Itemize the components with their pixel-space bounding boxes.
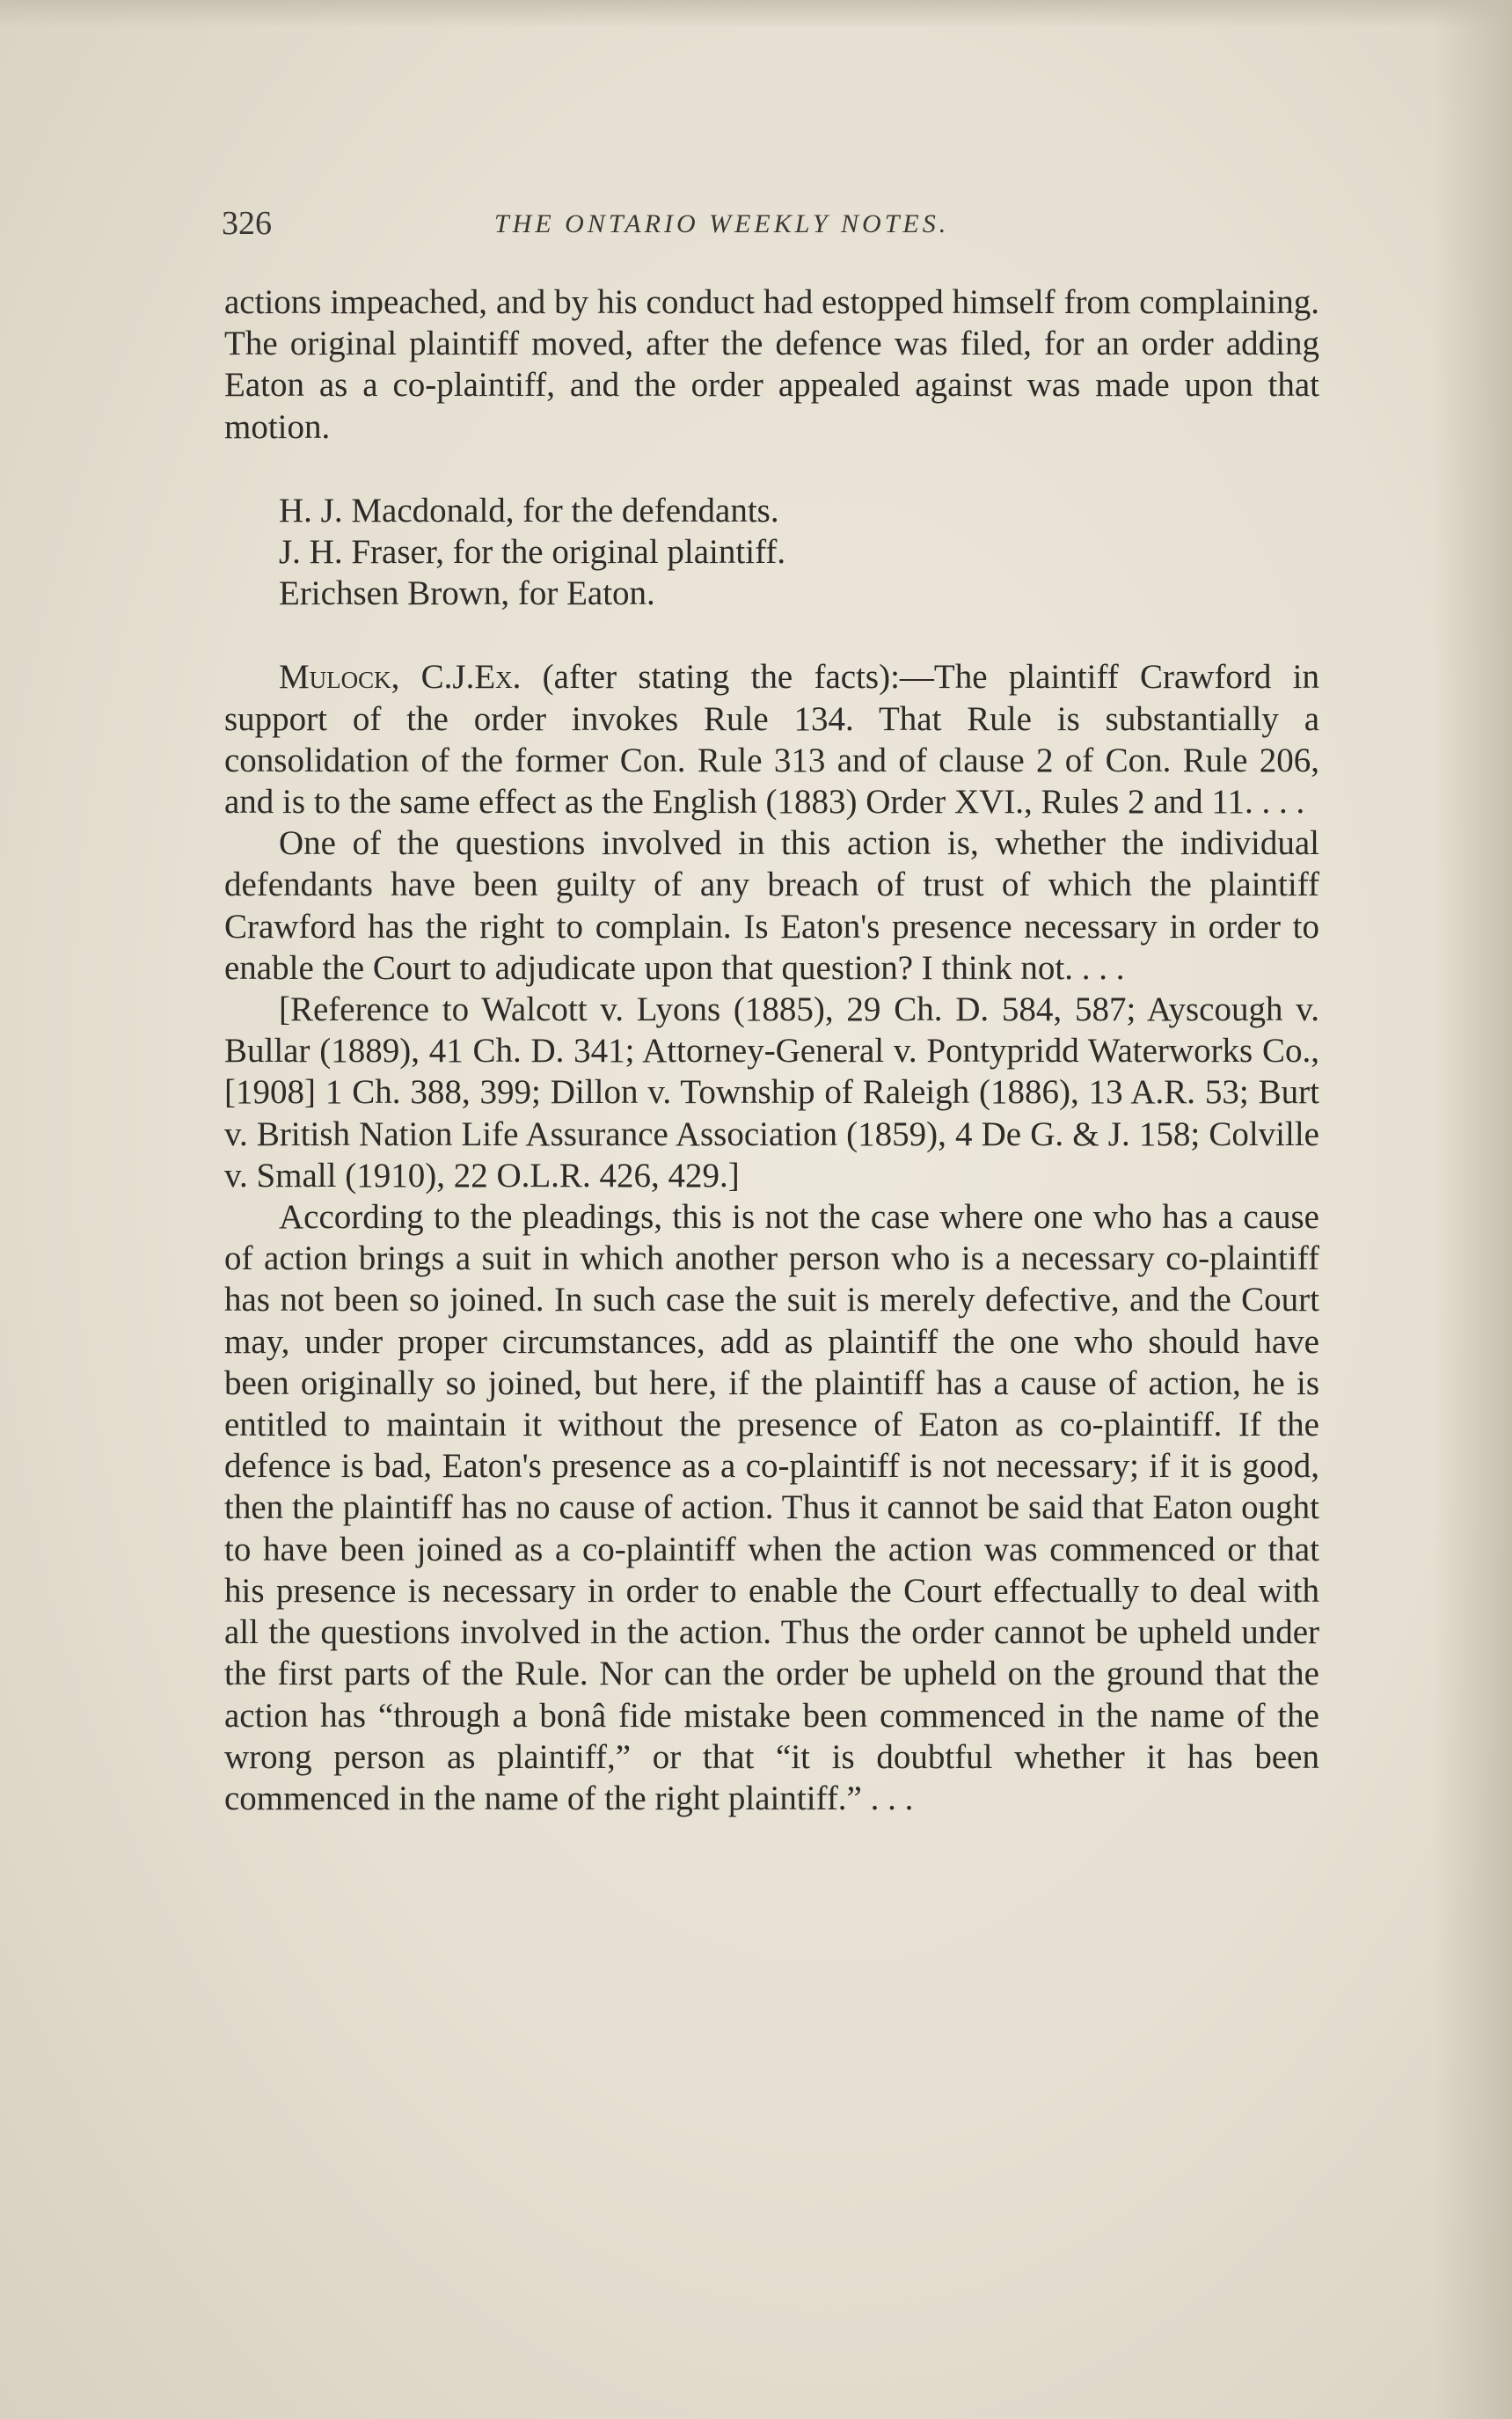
page-edge-shadow — [1433, 0, 1512, 2419]
judgment-first-text: (after stating the facts):—The plaintiff Crawford in support of the order invokes Rule 134. That Rule is substantially a consolidation of the former Con. Rule 313 and of clause 2 of Con. Rule 206, and is to the same effect as the English (1883) Order XVI., Rules 2 and 11. . . . — [224, 658, 1319, 822]
page-number: 326 — [222, 205, 272, 242]
running-head: THE ONTARIO WEEKLY NOTES. — [494, 209, 950, 238]
paragraph-gap — [224, 448, 1319, 490]
judgment-paragraph: One of the questions involved in this action is, whether the individual defendants have been guilty of any breach of trust of which the plaintiff Crawford has the right to complain. Is Eaton's presence necessary in order to enable the Court to adjudicate upon that question? I think not. . . . — [224, 824, 1319, 987]
counsel-line: Erichsen Brown, for Eaton. — [279, 574, 655, 613]
judgment-paragraph: [Reference to Walcott v. Lyons (1885), 29 Ch. D. 584, 587; Ayscough v. Bullar (1889), 41 Ch. D. 341; Attorney-General v. Pontypridd Waterworks Co., [1908] 1 Ch. 388, 399; Dillon v. Township of Raleigh (1886), 13 A.R. 53; Burt v. British Nation Life Assurance Association (1859), 4 De G. & J. 158; Colville v. Small (1910), 22 O.L.R. 426, 429.] — [224, 990, 1319, 1195]
judgment-paragraph: According to the pleadings, this is not the case where one who has a cause of action brings a suit in which another person who is a necessary co-plaintiff has not been so joined. In such case the suit is merely defective, and the Court may, under proper circumstances, add as plaintiff the one who should have been originally so joined, but here, if the plaintiff has a cause of action, he is entitled to maintain it without the presence of Eaton as co-plaintiff. If the defence is bad, Eaton's presence as a co-plaintiff is not necessary; if it is good, then the plaintiff has no cause of action. Thus it cannot be said that Eaton ought to have been joined as a co-plaintiff when the action was commenced or that his presence is necessary in order to enable the Court effectually to deal with all the questions involved in the action. Thus the order cannot be upheld under the first parts of the Rule. Nor can the order be upheld on the ground that the action has “through a bonâ fide mistake been commenced in the name of the wrong person as plaintiff,” or that “it is doubtful whether it has been commenced in the name of the right plaintiff.” . . . — [224, 1198, 1319, 1817]
page-top-shadow — [0, 0, 1512, 28]
counsel-line: J. H. Fraser, for the original plaintiff. — [279, 533, 786, 572]
page-header — [222, 204, 1321, 257]
page-body — [224, 281, 1319, 1819]
counsel-line: H. J. Macdonald, for the defendants. — [279, 491, 779, 530]
judge-name: Mulock, C.J.Ex. — [279, 658, 522, 697]
judgment-first-paragraph — [224, 656, 1319, 822]
paragraph-gap — [224, 614, 1319, 656]
opening-paragraph: actions impeached, and by his conduct had estopped himself from complaining. The original plaintiff moved, after the defence was filed, for an order adding Eaton as a co-plaintiff, and the order appealed against was made upon that motion. — [224, 283, 1319, 446]
